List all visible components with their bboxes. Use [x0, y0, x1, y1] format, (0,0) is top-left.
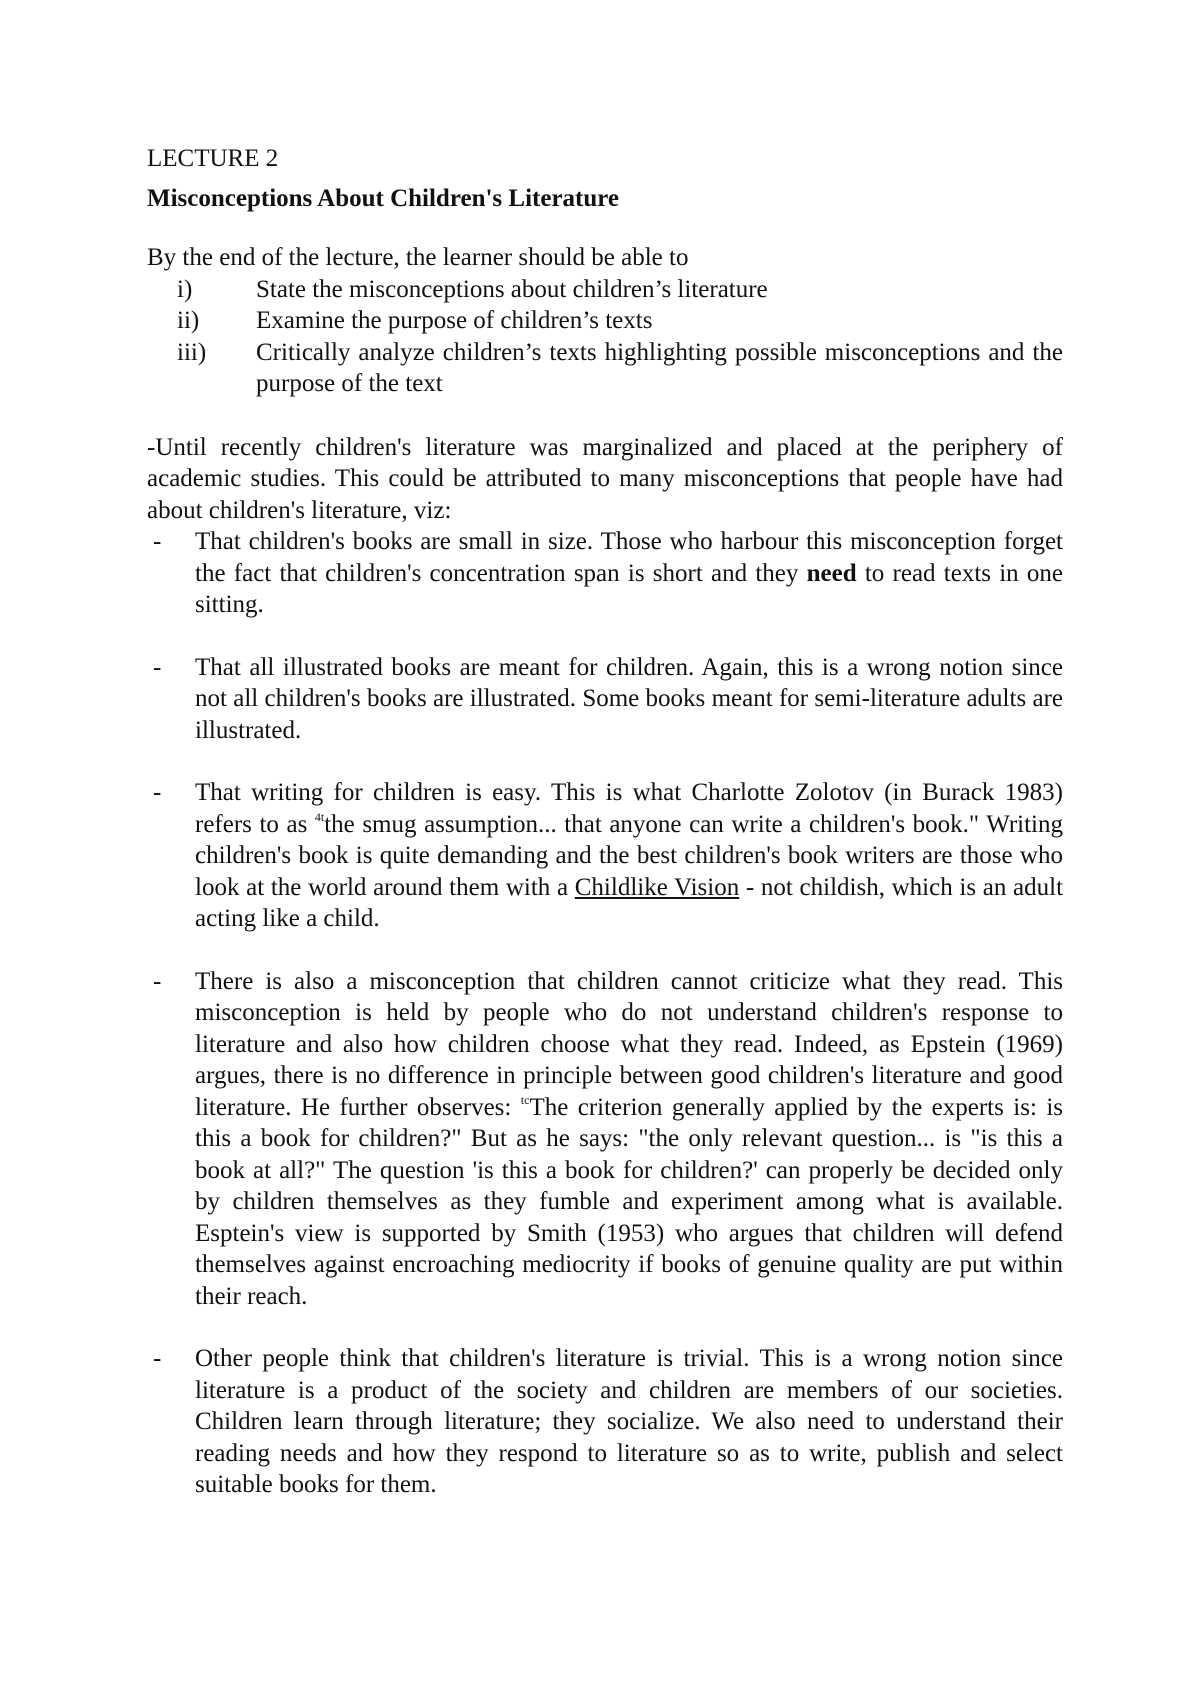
text-run: That children's books are small in size. Those who harbour this misconception forget the fact that children's concentration span is short and they	[195, 528, 1063, 587]
objective-text: Examine the purpose of children’s texts	[256, 307, 653, 334]
text-run: That writing for children is easy. This is what Charlotte Zolotov (in Burack 1983) refers to as	[195, 779, 1063, 838]
objectives-list	[147, 274, 1063, 400]
bullet-dash: -	[153, 967, 162, 995]
objectives-intro: By the end of the lecture, the learner should be able to	[147, 244, 689, 271]
bullet-dash: -	[153, 779, 162, 806]
misconception-item	[147, 526, 1063, 621]
misconception-text	[195, 777, 1063, 935]
intro-paragraph: -Until recently children's literature was marginalized and placed at the periphery of academic studies. This could be attributed to many misconceptions that people have had about children's literature, viz:	[147, 433, 1063, 524]
misconception-text: Other people think that children's literature is trivial. This is a wrong notion since literature is a product of the society and children are members of our societies. Children learn through literature; they socialize. We also need to understand their reading needs and how they respond to literature so as to write, publish and select suitable books for them.	[195, 1345, 1063, 1498]
objective-number: i)	[177, 275, 193, 303]
objective-number: iii)	[177, 338, 207, 366]
objective-text: State the misconceptions about children’s literature	[256, 275, 768, 303]
misconception-list	[147, 526, 1063, 1501]
misconception-text	[195, 526, 1063, 621]
misconception-item	[147, 777, 1063, 935]
document-page	[147, 142, 1063, 1501]
bullet-dash: -	[153, 653, 162, 681]
text-run: to read texts in one sitting.	[195, 559, 1063, 618]
misconception-item	[147, 652, 1063, 747]
text-run: There is also a misconception that children cannot criticize what they read. This misconception is held by people who do not understand children's response to literature and also how children choose what they read. Indeed, as Epstein (1969) argues, there is no difference in principle between good children's literature and good literature. He further observes:	[195, 967, 1063, 1121]
text-run: the smug assumption... that anyone can write a children's book." Writing children's book is quite demanding and the best children's book writers are those who look at the world around them with a	[195, 810, 1063, 901]
objective-number: ii)	[177, 307, 200, 334]
objective-item	[147, 305, 1063, 337]
bullet-dash: -	[153, 1345, 162, 1372]
bullet-dash: -	[153, 528, 162, 555]
misconception-item	[147, 966, 1063, 1313]
text-run: The criterion generally applied by the experts is: is this a book for children?" But as he says: "the only relevant question... is "is this a book at all?" The question 'is this a book for children?' can properly be decided only by children themselves as they fumble and experiment among what is available. Esptein's view is supported by Smith (1953) who argues that children will defend themselves against encroaching mediocrity if books of genuine quality are put within their reach.	[195, 1093, 1063, 1310]
emphasis-need: need	[806, 559, 857, 587]
stray-quote-mark: 4t	[314, 809, 325, 824]
underlined-childlike-vision: Childlike Vision	[574, 873, 740, 901]
text-run: - not childish, which is an adult acting like a child.	[195, 873, 1064, 932]
stray-quote-mark: tc	[520, 1092, 530, 1107]
lecture-label: LECTURE 2	[147, 145, 279, 172]
misconception-text	[195, 966, 1063, 1313]
misconception-text: That all illustrated books are meant for children. Again, this is a wrong notion since not all children's books are illustrated. Some books meant for semi-literature adults are illustrated.	[195, 653, 1063, 744]
objective-item	[147, 337, 1063, 400]
objective-item	[147, 274, 1063, 306]
misconception-item	[147, 1343, 1063, 1501]
objective-text: Critically analyze children’s texts highlighting possible misconceptions and the purpose of the text	[256, 338, 1063, 397]
document-title: Misconceptions About Children's Literature	[147, 185, 620, 212]
